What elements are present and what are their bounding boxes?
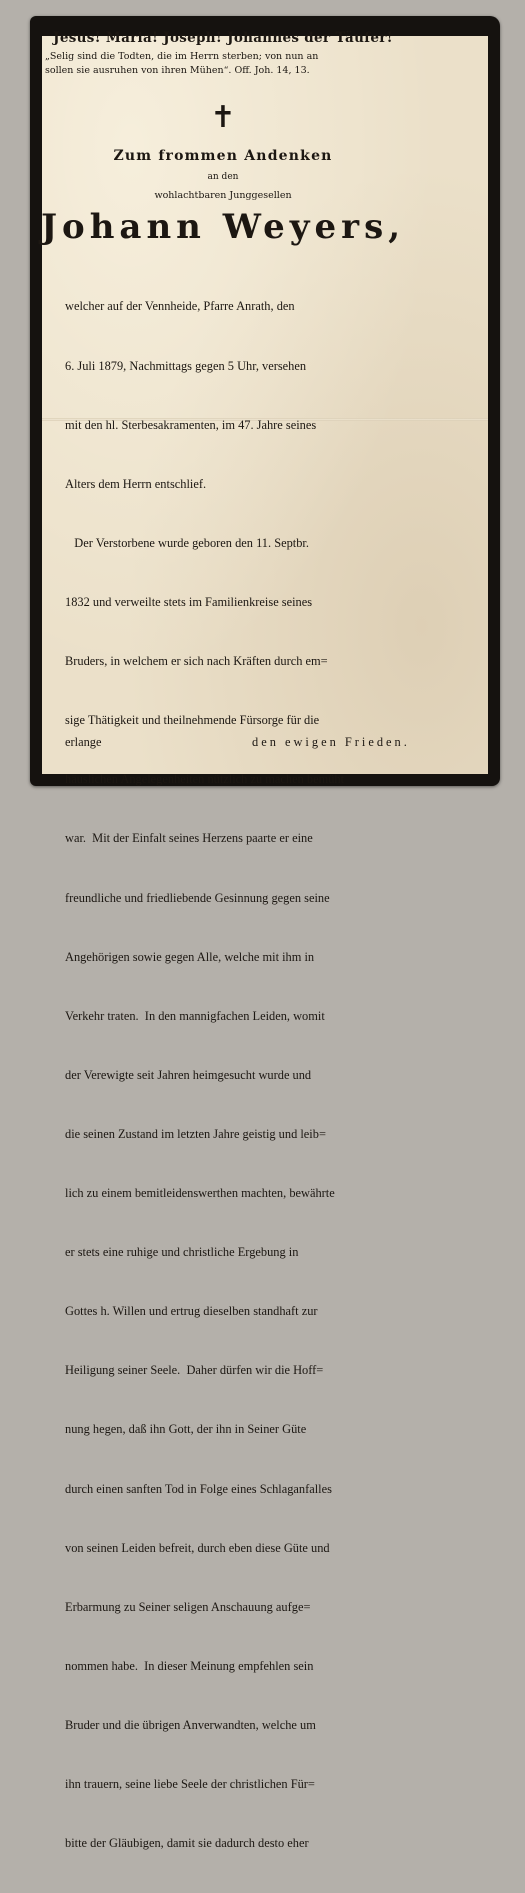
body-line: Alters dem Herrn entschlief.	[65, 476, 207, 491]
closing-right: den ewigen Frieden.	[252, 735, 410, 749]
body-line: durch einen sanften Tod in Folge eines Schlaganfalles	[65, 1481, 332, 1496]
scripture-quote	[45, 50, 435, 78]
body-line: Verkehr traten. In den mannigfachen Leiden, womit	[65, 1008, 325, 1023]
body-line: Erbarmung zu Seiner seligen Anschauung aufge=	[65, 1599, 311, 1614]
body-line: von seinen Leiden befreit, durch eben diese Güte und	[65, 1540, 330, 1555]
body-line: freundliche und friedliebende Gesinnung gegen seine	[65, 890, 330, 905]
memorial-heading: Zum frommen Andenken	[113, 148, 333, 164]
body-line: sige Thätigkeit und theilnehmende Fürsorge für die	[65, 713, 320, 728]
closing-line	[65, 733, 455, 753]
body-line: Heiligung seiner Seele. Daher dürfen wir die Hoff=	[65, 1363, 324, 1378]
body-line: Der Verstorbene wurde geboren den 11. Septbr.	[65, 535, 309, 550]
body-line: nung hegen, daß ihn Gott, der ihn in Seiner Güte	[65, 1422, 307, 1437]
memorial-card	[30, 16, 500, 1851]
quote-line-1: „Selig sind die Todten, die im Herrn sterben; von nun an	[45, 51, 319, 62]
descriptor-text: wohlachtbaren Junggesellen	[154, 190, 292, 201]
card-paper	[40, 30, 488, 1851]
an-den-text: an den	[207, 172, 239, 182]
body-line: häuslichen Angelegenheiten nützlich zu machen bemüht	[65, 772, 345, 787]
body-line: welcher auf der Vennheide, Pfarre Anrath, den	[65, 299, 295, 314]
body-line: die seinen Zustand im letzten Jahre geistig und leib=	[65, 1126, 326, 1141]
body-line: lich zu einem bemitleidenswerthen machten, bewährte	[65, 1186, 335, 1201]
closing-left: erlange	[65, 735, 102, 749]
deceased-name: Johann Weyers,	[40, 207, 406, 247]
body-line: 1832 und verweilte stets im Familienkreise seines	[65, 594, 313, 609]
obituary-body	[65, 258, 455, 1893]
cross-icon: ✝	[210, 100, 236, 135]
body-line: Bruder und die übrigen Anverwandten, welche um	[65, 1718, 316, 1733]
body-line: ihn trauern, seine liebe Seele der christlichen Für=	[65, 1777, 315, 1792]
invocation-heading: Jesus! Maria! Joseph! Johannes der Täufer!	[53, 30, 393, 46]
body-line: mit den hl. Sterbesakramenten, im 47. Jahre seines	[65, 417, 317, 432]
body-line: der Verewigte seit Jahren heimgesucht wurde und	[65, 1067, 312, 1082]
body-line: bitte der Gläubigen, damit sie dadurch desto eher	[65, 1836, 309, 1851]
body-line: war. Mit der Einfalt seines Herzens paarte er eine	[65, 831, 313, 846]
quote-line-2: sollen sie ausruhen von ihren Mühen“. Off. Joh. 14, 13.	[45, 65, 310, 76]
body-line: er stets eine ruhige und christliche Ergebung in	[65, 1245, 299, 1260]
body-line: nommen habe. In dieser Meinung empfehlen sein	[65, 1658, 314, 1673]
body-line: Angehörigen sowie gegen Alle, welche mit ihm in	[65, 949, 315, 964]
body-line: 6. Juli 1879, Nachmittags gegen 5 Uhr, versehen	[65, 358, 307, 373]
body-line: Bruders, in welchem er sich nach Kräften durch em=	[65, 654, 328, 669]
body-line: Gottes h. Willen und ertrug dieselben standhaft zur	[65, 1304, 318, 1319]
